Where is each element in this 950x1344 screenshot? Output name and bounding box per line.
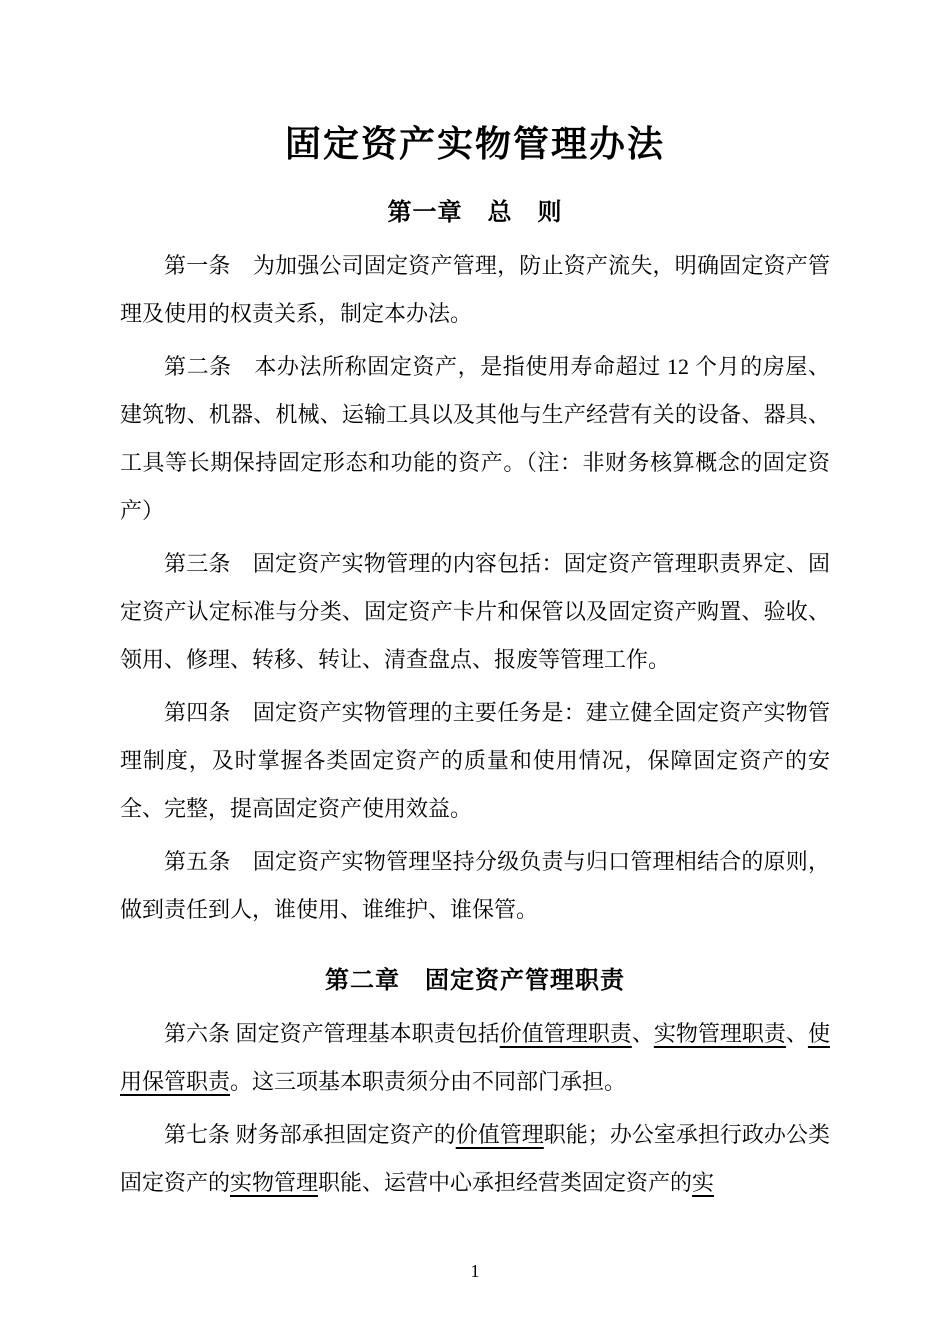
paragraph — [120, 689, 830, 833]
text-segment: 第一条 为加强公司固定资产管理，防止资产流失，明确固定资产管理及使用的权责关系，制定本办法。 — [120, 252, 830, 326]
underlined-text: 实 — [692, 1169, 715, 1195]
text-segment: 、 — [785, 1020, 808, 1046]
text-segment: 职能、运营中心承担经营类固定资产的 — [318, 1169, 693, 1195]
paragraph — [120, 242, 830, 338]
text-segment: 第五条 固定资产实物管理坚持分级负责与归口管理相结合的原则，做到责任到人，谁使用、谁维护、谁保管。 — [120, 848, 830, 922]
paragraph — [120, 1010, 830, 1106]
underlined-text: 价值管理职责 — [499, 1020, 632, 1046]
paragraph — [120, 540, 830, 684]
text-segment: 职能；办公室承担行政办公类固定资产的 — [120, 1121, 830, 1195]
paragraph — [120, 838, 830, 934]
chapter-heading: 第一章 总 则 — [387, 198, 563, 226]
text-segment: 第四条 固定资产实物管理的主要任务是：建立健全固定资产实物管理制度，及时掌握各类固定资产的质量和使用情况，保障固定资产的安全、完整，提高固定资产使用效益。 — [120, 699, 830, 821]
text-segment: 、 — [631, 1020, 654, 1046]
page-number: 1 — [470, 1261, 480, 1281]
chapter-heading: 第二章 固定资产管理职责 — [325, 966, 625, 994]
document-title: 固定资产实物管理办法 — [284, 123, 665, 164]
underlined-text: 实物管理职责 — [653, 1020, 786, 1046]
underlined-text: 使用保管职责 — [120, 1020, 830, 1094]
paragraph — [120, 1111, 830, 1207]
underlined-text: 价值管理 — [455, 1121, 544, 1147]
text-segment: 第七条 财务部承担固定资产的 — [164, 1121, 456, 1147]
text-segment: 第二条 本办法所称固定资产，是指使用寿命超过 12 个月的房屋、建筑物、机器、机械、运输工具以及其他与生产经营有关的设备、器具、工具等长期保持固定形态和功能的资产。（注：非财务核算概念的固定资产） — [120, 353, 830, 523]
text-segment: 第三条 固定资产实物管理的内容包括：固定资产管理职责界定、固定资产认定标准与分类、固定资产卡片和保管以及固定资产购置、验收、领用、修理、转移、转让、清查盘点、报废等管理工作。 — [120, 550, 830, 672]
text-segment: 。这三项基本职责须分由不同部门承担。 — [230, 1068, 627, 1094]
text-segment: 第六条 固定资产管理基本职责包括 — [164, 1020, 500, 1046]
document-body — [120, 198, 830, 1207]
paragraph — [120, 343, 830, 535]
underlined-text: 实物管理 — [230, 1169, 319, 1195]
